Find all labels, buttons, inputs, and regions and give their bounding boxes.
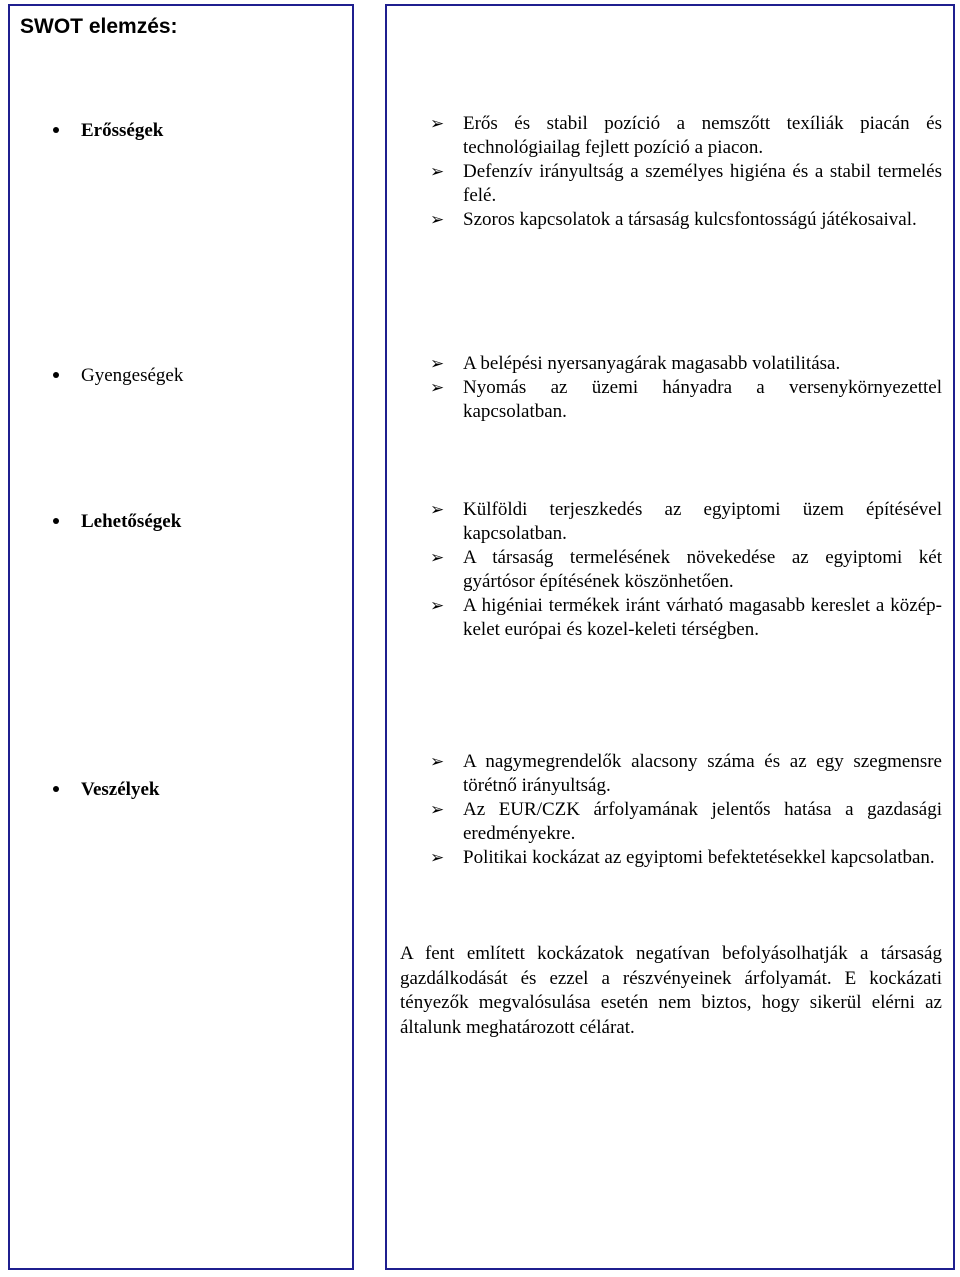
list-item: ➢ Külföldi terjeszkedés az egyiptomi üzem építésével kapcsolatban.	[430, 499, 942, 544]
list-item: ➢ Politikai kockázat az egyiptomi befektetésekkel kapcsolatban.	[430, 847, 935, 868]
threats-list	[430, 750, 942, 870]
arrow-right-icon: ➢	[430, 848, 445, 868]
category-weaknesses	[53, 364, 183, 388]
list-item: ➢ A belépési nyersanyagárak magasabb volatilitása.	[430, 353, 841, 374]
arrow-right-icon: ➢	[430, 210, 445, 230]
list-item: ➢ A higéniai termékek iránt várható magasabb kereslet a közép-kelet európai és kozel-keleti térségben.	[430, 595, 942, 640]
list-item: ➢ A társaság termelésének növekedése az egyiptomi két gyártósor építésének köszönhetően.	[430, 547, 942, 592]
arrow-right-icon: ➢	[430, 354, 445, 374]
closing-paragraph: A fent említett kockázatok negatívan befolyásolhatják a társaság gazdálkodását és ezzel a részvényeinek árfolyamát. E kockázati tényezők megvalósulása esetén nem biztos, hogy sikerül elérni az általunk meghatározott célárat.	[400, 943, 942, 1038]
weaknesses-list	[430, 352, 942, 424]
list-item: ➢ Nyomás az üzemi hányadra a versenykörnyezettel kapcsolatban.	[430, 377, 942, 422]
page-title: SWOT elemzés:	[20, 15, 178, 38]
category-opportunities	[53, 510, 181, 534]
bullet-dot-icon	[53, 127, 59, 133]
arrow-right-icon: ➢	[430, 548, 445, 568]
arrow-right-icon: ➢	[430, 114, 445, 134]
arrow-right-icon: ➢	[430, 162, 445, 182]
category-threats	[53, 778, 159, 802]
category-label: Lehetőségek	[81, 511, 182, 532]
strengths-list	[430, 112, 942, 232]
arrow-right-icon: ➢	[430, 800, 445, 820]
list-item: ➢ Erős és stabil pozíció a nemszőtt texíliák piacán és technológiailag fejlett pozíció a piacon.	[430, 113, 942, 158]
bullet-dot-icon	[53, 786, 59, 792]
list-item: ➢ Az EUR/CZK árfolyamának jelentős hatása a gazdasági eredményekre.	[430, 799, 942, 844]
arrow-right-icon: ➢	[430, 378, 445, 398]
list-item: ➢ Szoros kapcsolatok a társaság kulcsfontosságú játékosaival.	[430, 209, 917, 230]
category-label: Veszélyek	[81, 779, 160, 800]
bullet-dot-icon	[53, 372, 59, 378]
list-item: ➢ A nagymegrendelők alacsony száma és az egy szegmensre törétnő irányultság.	[430, 751, 942, 796]
arrow-right-icon: ➢	[430, 596, 445, 616]
category-label: Gyengeségek	[81, 365, 184, 386]
left-column-frame	[8, 4, 354, 1270]
bullet-dot-icon	[53, 518, 59, 524]
category-strengths	[53, 119, 163, 143]
arrow-right-icon: ➢	[430, 500, 445, 520]
arrow-right-icon: ➢	[430, 752, 445, 772]
category-label: Erősségek	[81, 120, 164, 141]
list-item: ➢ Defenzív irányultság a személyes higiéna és a stabil termelés felé.	[430, 161, 942, 206]
opportunities-list	[430, 498, 942, 642]
